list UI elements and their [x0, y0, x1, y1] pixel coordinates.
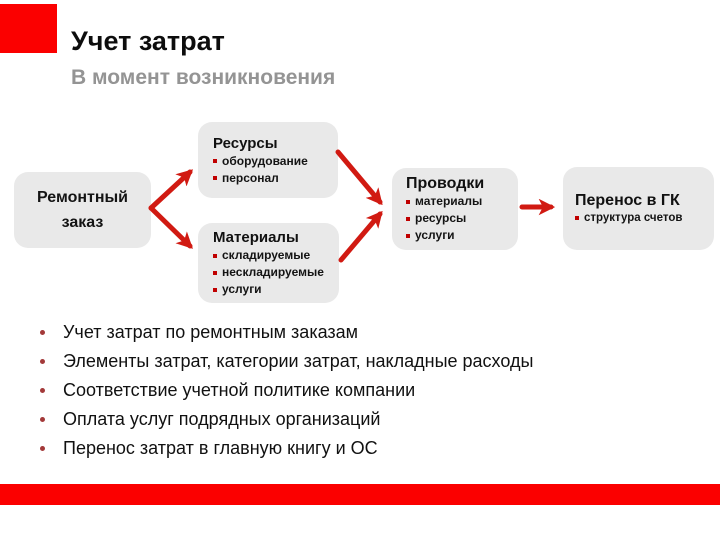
summary-list-item — [40, 439, 533, 457]
list-item — [406, 210, 518, 227]
square-bullet-icon — [213, 288, 217, 292]
materials-item-label: услуги — [222, 282, 262, 296]
dot-bullet-icon — [40, 330, 45, 335]
arrow-resources-to-postings — [338, 152, 380, 202]
list-item — [213, 264, 339, 281]
square-bullet-icon — [213, 159, 217, 163]
footer-accent-bar — [0, 484, 720, 505]
page-subtitle: В момент возникновения — [71, 66, 336, 89]
box-resources — [198, 122, 338, 198]
dot-bullet-icon — [40, 359, 45, 364]
list-item — [406, 227, 518, 244]
postings-title: Проводки — [406, 175, 485, 192]
postings-item-label: услуги — [415, 228, 455, 242]
summary-item-label: Соответствие учетной политике компании — [63, 379, 416, 400]
list-item — [213, 153, 338, 170]
box-postings — [392, 168, 518, 250]
materials-item-label: нескладируемые — [222, 265, 324, 279]
arrow-repair-to-resources — [151, 172, 190, 208]
summary-list-item — [40, 352, 533, 370]
repair-order-label-line2: заказ — [61, 214, 104, 231]
square-bullet-icon — [575, 216, 579, 220]
dot-bullet-icon — [40, 417, 45, 422]
resources-title: Ресурсы — [213, 134, 278, 152]
resources-item-label: оборудование — [222, 153, 308, 168]
dot-bullet-icon — [40, 446, 45, 451]
list-item — [406, 193, 518, 210]
summary-list-item — [40, 381, 533, 399]
materials-title: Материалы — [213, 229, 299, 246]
box-materials — [198, 223, 339, 303]
box-gl-transfer — [563, 167, 714, 250]
list-item — [213, 247, 339, 264]
square-bullet-icon — [406, 217, 410, 221]
square-bullet-icon — [406, 200, 410, 204]
dot-bullet-icon — [40, 388, 45, 393]
list-item — [213, 281, 339, 298]
box-repair-order — [14, 172, 151, 248]
postings-item-label: материалы — [415, 194, 483, 208]
summary-item-label: Оплата услуг подрядных организаций — [63, 408, 381, 429]
arrow-materials-to-postings — [341, 214, 380, 260]
page-title: Учет затрат — [71, 26, 225, 56]
resources-item-label: персонал — [222, 170, 279, 185]
summary-item-label: Элементы затрат, категории затрат, накладные расходы — [63, 350, 534, 371]
summary-item-label: Перенос затрат в главную книгу и ОС — [63, 437, 378, 458]
postings-item-label: ресурсы — [415, 211, 467, 225]
list-item — [575, 210, 714, 227]
square-bullet-icon — [213, 271, 217, 275]
square-bullet-icon — [213, 254, 217, 258]
summary-list-item — [40, 323, 533, 341]
list-item — [213, 170, 338, 187]
repair-order-label-line1: Ремонтный — [36, 189, 129, 206]
square-bullet-icon — [406, 234, 410, 238]
summary-list-item — [40, 410, 533, 428]
square-bullet-icon — [213, 176, 217, 180]
summary-item-label: Учет затрат по ремонтным заказам — [63, 321, 359, 342]
summary-list — [40, 323, 533, 468]
materials-item-label: складируемые — [222, 248, 311, 262]
gl-transfer-item-label: структура счетов — [584, 211, 683, 224]
gl-transfer-title: Перенос в ГК — [575, 191, 680, 209]
arrow-repair-to-materials — [151, 208, 190, 246]
